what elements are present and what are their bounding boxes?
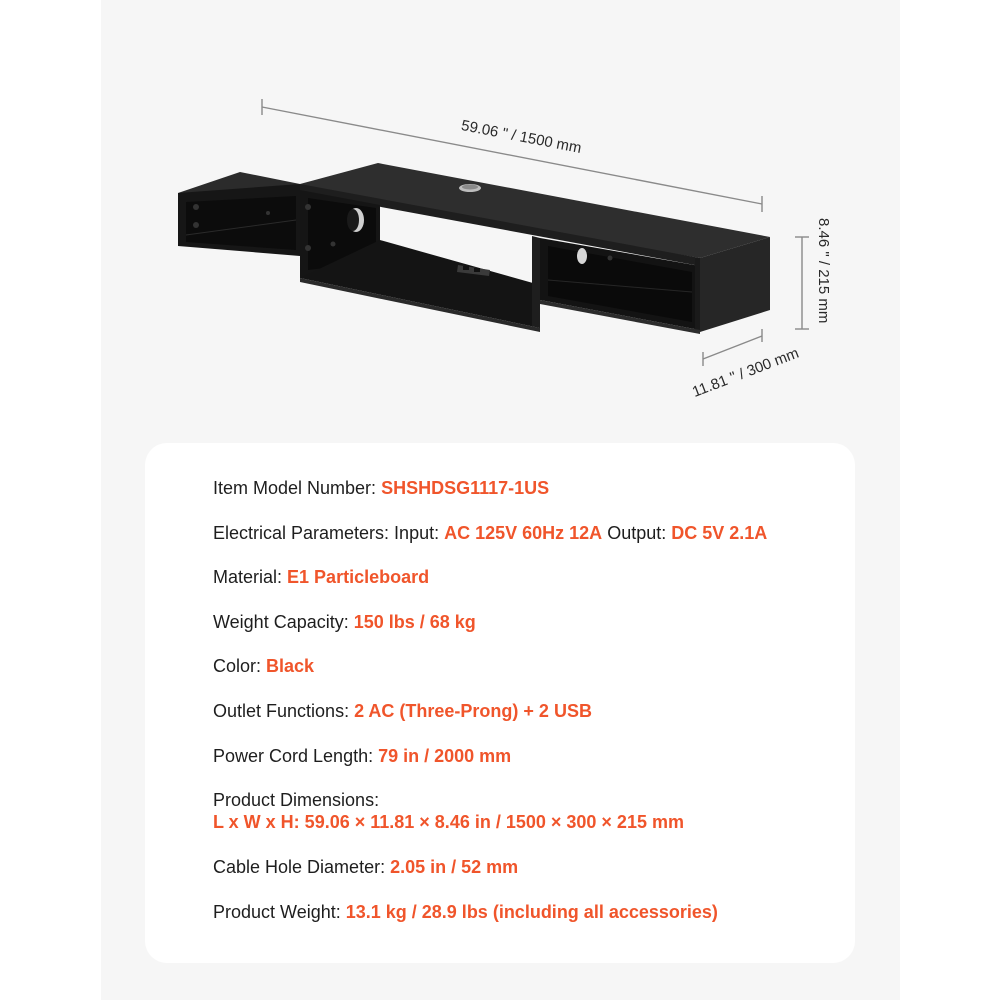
spec-model-number <box>213 477 833 499</box>
spec-label-output: Output: <box>602 522 672 543</box>
specs-card <box>145 443 855 963</box>
product-figure <box>0 0 1000 440</box>
spec-value-input: AC 125V 60Hz 12A <box>444 522 603 543</box>
spec-product-dimensions <box>213 789 833 834</box>
spec-product-weight <box>213 901 833 923</box>
height-dimension-label: 8.46 " / 215 mm <box>815 218 832 324</box>
spec-value: 13.1 kg / 28.9 lbs (including all accessories) <box>345 901 718 922</box>
spec-value: Black <box>266 656 315 677</box>
spec-label: Product Dimensions: <box>213 790 380 811</box>
spec-label: Item Model Number: <box>213 478 382 498</box>
spec-outlet-functions <box>213 700 833 722</box>
height-dimension-line <box>795 237 809 329</box>
length-dimension-label: 59.06 " / 1500 mm <box>459 117 583 157</box>
spec-color <box>213 655 833 677</box>
spec-value: 2.05 in / 52 mm <box>390 857 519 878</box>
spec-label: Material: <box>213 567 288 588</box>
spec-power-cord-length <box>213 745 833 767</box>
spec-label: Product Weight: <box>213 901 346 922</box>
tv-shelf-illustration <box>0 0 1000 440</box>
spec-label: Weight Capacity: <box>213 611 354 632</box>
spec-value-output: DC 5V 2.1A <box>671 522 768 543</box>
spec-list <box>213 477 833 945</box>
spec-value: E1 Particleboard <box>287 567 430 588</box>
spec-cable-hole-diameter <box>213 856 833 878</box>
spec-label: Outlet Functions: <box>213 700 355 721</box>
depth-dimension-label: 11.81 " / 300 mm <box>690 344 802 401</box>
spec-material <box>213 566 833 588</box>
spec-electrical-parameters <box>213 522 833 544</box>
spec-value: 150 lbs / 68 kg <box>353 611 476 632</box>
spec-label: Color: <box>213 656 267 677</box>
spec-value: L x W x H: 59.06 × 11.81 × 8.46 in / 1500 × 300 × 215 mm <box>213 812 684 833</box>
spec-label: Cable Hole Diameter: <box>213 857 391 878</box>
spec-label: Power Cord Length: <box>213 745 379 766</box>
spec-label: Electrical Parameters: Input: <box>213 522 445 543</box>
spec-value: SHSHDSG1117-1US <box>381 478 550 498</box>
spec-weight-capacity <box>213 611 833 633</box>
spec-value: 79 in / 2000 mm <box>378 745 512 766</box>
spec-value: 2 AC (Three-Prong) + 2 USB <box>354 700 592 721</box>
